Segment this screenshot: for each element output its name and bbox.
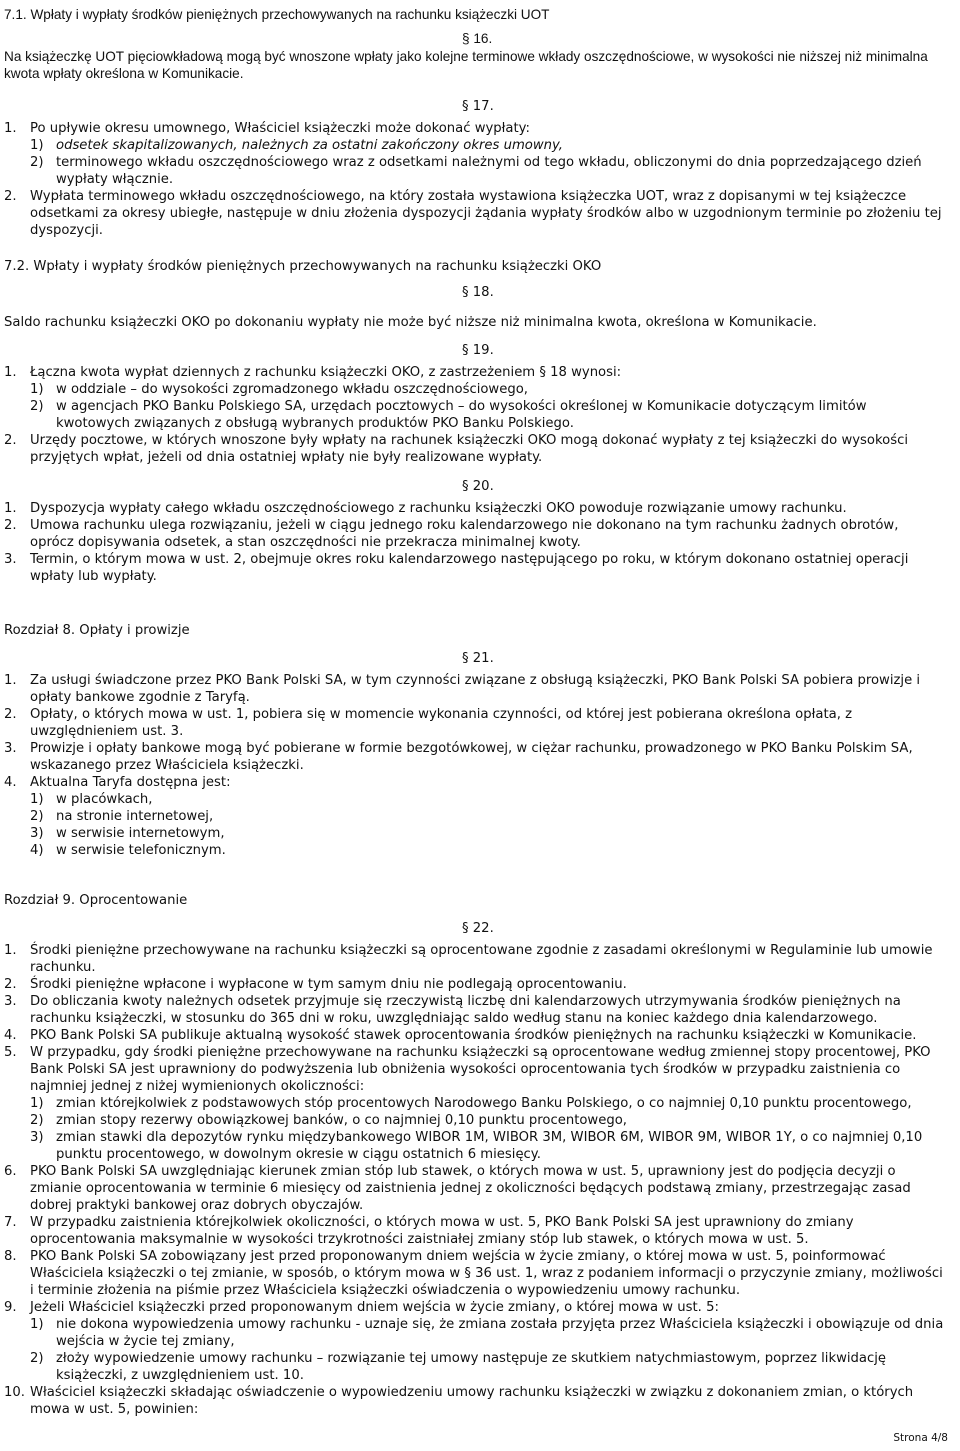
list-item (4, 517, 944, 551)
item-number: 2. (4, 189, 17, 204)
item-number: 1. (4, 943, 17, 958)
item-text: Do obliczania kwoty należnych odsetek przyjmuje się rzeczywistą liczbę dni kalendarzowych utrzymywania środków pieniężnych na rachunku książeczki, w stosunku do 365 dni w roku, uwzględniając saldo według stanu na koniec każdego dnia kalendarzowego. (30, 994, 901, 1026)
list-item (4, 1248, 944, 1299)
item-number: 1. (4, 501, 17, 516)
sub-item-text: na stronie internetowej, (56, 809, 214, 824)
sub-item-text: odsetek skapitalizowanych, należnych za ostatni zakończony okres umowny, (56, 138, 563, 153)
sub-item (4, 398, 944, 432)
sub-item (4, 1095, 944, 1112)
sub-item-text: w agencjach PKO Banku Polskiego SA, urzędach pocztowych – do wysokości określonej w Komunikacie dotyczącym limitów kwotowych związanych z obsługą wybranych produktów PKO Banku Polskiego. (56, 399, 867, 431)
item-number: 3. (4, 994, 17, 1009)
item-text: Środki pieniężne przechowywane na rachunku książeczki są oprocentowane zgodnie z zasadami określonymi w Regulaminie lub umowie rachunku. (30, 943, 933, 975)
sub-item (4, 842, 944, 859)
item-text: Umowa rachunku ulega rozwiązaniu, jeżeli w ciągu jednego roku kalendarzowego nie dokonano na tym rachunku żadnych obrotów, oprócz dopisywania odsetek, a stan oszczędności nie przekracza minimalnej kwoty. (30, 518, 899, 550)
sub-item-text: w serwisie internetowym, (56, 826, 225, 841)
sub-item-text: terminowego wkładu oszczędnościowego wraz z odsetkami należnymi od tego wkładu, obliczonymi do dnia poprzedzającego dzień wypłaty włącznie. (56, 155, 922, 187)
list-item (4, 740, 944, 774)
item-number: 2. (4, 707, 17, 722)
sub-item-text: w serwisie telefonicznym. (56, 843, 226, 858)
paragraph-19 (4, 364, 944, 466)
list-item (4, 500, 944, 517)
sub-item (4, 154, 944, 188)
list-item (4, 1214, 944, 1248)
sub-item-number: 4) (30, 843, 44, 858)
sub-item-text: w placówkach, (56, 792, 153, 807)
sub-item-text: nie dokona wypowiedzenia umowy rachunku - uznaje się, że zmiana została przyjęta przez Właściciela książeczki i obowiązuje od dnia wejścia w życie tej zmiany, (56, 1317, 944, 1349)
item-text: W przypadku zaistnienia którejkolwiek okoliczności, o których mowa w ust. 5, PKO Bank Polski SA jest uprawniony do zmiany oprocentowania maksymalnie w wysokości trzykrotności zaistniałej zmiany stóp lub stawek, o których mowa w ust. 5. (30, 1215, 854, 1247)
item-number: 7. (4, 1215, 17, 1230)
item-number: 3. (4, 552, 17, 567)
item-text: Właściciel książeczki składając oświadczenie o wypowiedzeniu umowy rachunku książeczki w związku z dokonaniem zmian, o których mowa w ust. 5, powinien: (30, 1385, 914, 1417)
item-number: 9. (4, 1300, 17, 1315)
list-item (4, 993, 944, 1027)
list-item (4, 976, 944, 993)
list-item (4, 774, 944, 791)
sub-item (4, 137, 944, 154)
item-text: Opłaty, o których mowa w ust. 1, pobiera się w momencie wykonania czynności, od której jest pobierana określona opłata, z uwzględnieniem ust. 3. (30, 707, 853, 739)
paragraph-sign-19: § 19. (462, 343, 494, 358)
paragraph-21 (4, 672, 944, 859)
item-number: 10. (4, 1385, 25, 1400)
sub-item-number: 2) (30, 809, 44, 824)
item-text: Po upływie okresu umownego, Właściciel książeczki może dokonać wypłaty: (30, 121, 530, 136)
item-text: Aktualna Taryfa dostępna jest: (30, 775, 231, 790)
sub-item (4, 381, 944, 398)
paragraph-sign-16: § 16. (462, 31, 493, 46)
paragraph-22 (4, 942, 944, 1418)
item-number: 1. (4, 673, 17, 688)
item-number: 2. (4, 433, 17, 448)
paragraph-20 (4, 500, 944, 585)
item-text: W przypadku, gdy środki pieniężne przechowywane na rachunku książeczki są oprocentowane według zmiennej stopy procentowej, PKO Bank Polski SA jest uprawniony do podwyższenia lub obniżenia wysokości oprocentowania tych środków w przypadku zaistnienia co najmniej jednej z niżej wymienionych okoliczności: (30, 1045, 931, 1094)
sub-item-number: 2) (30, 155, 44, 170)
sub-item (4, 1129, 944, 1163)
paragraph-16-body: Na książeczkę UOT pięciowkładową mogą być wnoszone wpłaty jako kolejne terminowe wkłady oszczędnościowe, w wysokości nie niższej niż minimalna kwota wpłaty określona w Komunikacie. (4, 49, 928, 81)
paragraph-18-text (4, 314, 944, 331)
item-text: Środki pieniężne wpłacone i wypłacone w tym samym dniu nie podlegają oprocentowaniu. (30, 977, 627, 992)
item-text: PKO Bank Polski SA zobowiązany jest przed proponowanym dniem wejścia w życie zmiany, o której mowa w ust. 5, poinformować Właściciela książeczki o tej zmianie, w sposób, o którym mowa w § 36 ust. 1, wraz z podaniem informacji o przyczynie zmiany, możliwości i terminie złożenia na piśmie przez Właściciela książeczki oświadczenia o wypowiedzeniu umowy rachunku. (30, 1249, 943, 1298)
paragraph-18-body: Saldo rachunku książeczki OKO po dokonaniu wypłaty nie może być niższe niż minimalna kwota, określona w Komunikacie. (4, 315, 817, 330)
item-number: 4. (4, 775, 17, 790)
item-text: PKO Bank Polski SA publikuje aktualną wysokość stawek oprocentowania środków pieniężnych na rachunku książeczki w Komunikacie. (30, 1028, 917, 1043)
sub-item-number: 2) (30, 399, 44, 414)
paragraph-sign-17: § 17. (462, 99, 494, 114)
sub-item (4, 825, 944, 842)
item-number: 2. (4, 977, 17, 992)
paragraph-sign-18: § 18. (462, 285, 494, 300)
paragraph-sign-22: § 22. (462, 921, 494, 936)
list-item (4, 120, 944, 137)
sub-item (4, 791, 944, 808)
list-item (4, 1163, 944, 1214)
sub-item (4, 1316, 944, 1350)
item-number: 1. (4, 121, 17, 136)
item-number: 6. (4, 1164, 17, 1179)
list-item (4, 672, 944, 706)
list-item (4, 942, 944, 976)
section-heading-7-2: 7.2. Wpłaty i wypłaty środków pieniężnych przechowywanych na rachunku książeczki OKO (4, 259, 602, 274)
item-text: Wypłata terminowego wkładu oszczędnościowego, na który została wystawiona książeczka UOT, wraz z dopisanymi w tej książeczce odsetkami za okresy ubiegłe, następuje w dniu złożenia dyspozycji żądania wypłaty środków albo w uzgodnionym terminie po złożeniu tej dyspozycji. (30, 189, 942, 238)
item-text: Za usługi świadczone przez PKO Bank Polski SA, w tym czynności związane z obsługą książeczki, PKO Bank Polski SA pobiera prowizje i opłaty bankowe zgodnie z Taryfą. (30, 673, 921, 705)
item-text: Urzędy pocztowe, w których wnoszone były wpłaty na rachunek książeczki OKO mogą dokonać wypłaty z tej książeczki do wysokości przyjętych wpłat, jeżeli od dnia ostatniej wpłaty nie były realizowane wypłaty. (30, 433, 908, 465)
chapter-heading-8: Rozdział 8. Opłaty i prowizje (4, 623, 190, 638)
sub-item-number: 3) (30, 826, 44, 841)
sub-item (4, 1112, 944, 1129)
sub-item-number: 1) (30, 1317, 44, 1332)
sub-item-number: 2) (30, 1113, 44, 1128)
item-text: Jeżeli Właściciel książeczki przed proponowanym dniem wejścia w życie zmiany, o której mowa w ust. 5: (30, 1300, 719, 1315)
item-text: Łączna kwota wypłat dziennych z rachunku książeczki OKO, z zastrzeżeniem § 18 wynosi: (30, 365, 622, 380)
list-item (4, 1044, 944, 1095)
item-number: 3. (4, 741, 17, 756)
item-text: Prowizje i opłaty bankowe mogą być pobierane w formie bezgotówkowej, w ciężar rachunku, prowadzonego w PKO Banku Polskim SA, wskazanego przez Właściciela książeczki. (30, 741, 913, 773)
paragraph-sign-21: § 21. (462, 651, 494, 666)
sub-item-text: w oddziale – do wysokości zgromadzonego wkładu oszczędnościowego, (56, 382, 528, 397)
sub-item (4, 1350, 944, 1384)
paragraph-sign-20: § 20. (462, 479, 494, 494)
chapter-heading-9: Rozdział 9. Oprocentowanie (4, 893, 188, 908)
list-item (4, 364, 944, 381)
list-item (4, 1299, 944, 1316)
sub-item-text: zmian stawki dla depozytów rynku międzybankowego WIBOR 1M, WIBOR 3M, WIBOR 6M, WIBOR 9M, WIBOR 1Y, o co najmniej 0,10 punktu procentowego, w dowolnym okresie w ciągu ostatnich 6 miesięcy. (56, 1130, 923, 1162)
paragraph-16-text (4, 48, 944, 82)
item-number: 1. (4, 365, 17, 380)
sub-item-text: zmian stopy rezerwy obowiązkowej banków, o co najmniej 0,10 punktu procentowego, (56, 1113, 627, 1128)
page-number: Strona 4/8 (893, 1432, 948, 1444)
sub-item (4, 808, 944, 825)
sub-item-text: zmian którejkolwiek z podstawowych stóp procentowych Narodowego Banku Polskiego, o co najmniej 0,10 punktu procentowego, (56, 1096, 912, 1111)
sub-item-text: złoży wypowiedzenie umowy rachunku – rozwiązanie tej umowy następuje ze skutkiem natychmiastowym, poprzez likwidację książeczki, z uwzględnieniem ust. 10. (56, 1351, 887, 1383)
list-item (4, 188, 944, 239)
sub-item-number: 1) (30, 792, 44, 807)
sub-item-number: 3) (30, 1130, 44, 1145)
paragraph-17 (4, 120, 944, 239)
sub-item-number: 1) (30, 382, 44, 397)
item-text: Dyspozycja wypłaty całego wkładu oszczędnościowego z rachunku książeczki OKO powoduje rozwiązanie umowy rachunku. (30, 501, 847, 516)
list-item (4, 551, 944, 585)
item-text: PKO Bank Polski SA uwzględniając kierunek zmian stóp lub stawek, o których mowa w ust. 5, uprawniony jest do podjęcia decyzji o zmianie oprocentowania w terminie 6 miesięcy od zaistnienia jednej z okoliczności będących podstawą zmiany, przestrzegając zasad dobrej praktyki bankowej oraz dobrych obyczajów. (30, 1164, 911, 1213)
item-number: 8. (4, 1249, 17, 1264)
sub-item-number: 1) (30, 1096, 44, 1111)
item-number: 2. (4, 518, 17, 533)
section-heading-7-1: 7.1. Wpłaty i wypłaty środków pieniężnych przechowywanych na rachunku książeczki UOT (4, 7, 550, 22)
item-text: Termin, o którym mowa w ust. 2, obejmuje okres roku kalendarzowego następującego po roku, w którym dokonano ostatniej operacji wpłaty lub wypłaty. (30, 552, 909, 584)
list-item (4, 432, 944, 466)
list-item (4, 1384, 944, 1418)
list-item (4, 1027, 944, 1044)
item-number: 5. (4, 1045, 17, 1060)
item-number: 4. (4, 1028, 17, 1043)
list-item (4, 706, 944, 740)
sub-item-number: 1) (30, 138, 44, 153)
sub-item-number: 2) (30, 1351, 44, 1366)
